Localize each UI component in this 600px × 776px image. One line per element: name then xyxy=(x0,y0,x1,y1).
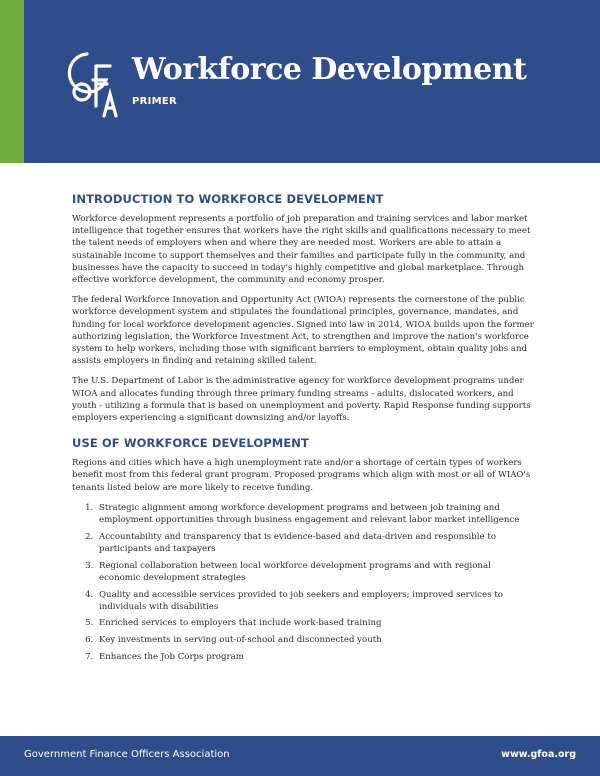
accent-stripe xyxy=(0,0,24,163)
list-item: 5. Enriched services to employers that include work-based training xyxy=(96,617,534,629)
page-title: Workforce Development xyxy=(132,52,527,87)
list-item: 3. Regional collaboration between local workforce development programs and with regional economic development strategies xyxy=(96,560,534,584)
footer-organization: Government Finance Officers Association xyxy=(24,749,230,760)
list-item: 2. Accountability and transparency that is evidence-based and data-driven and responsible to participants and taxpayers xyxy=(96,531,534,555)
list-item: 1. Strategic alignment among workforce development programs and between job training and employment opportunities through business engagement and relevant labor market intelligence xyxy=(96,502,534,526)
footer-bar xyxy=(0,736,600,776)
paragraph: The federal Workforce Innovation and Opportunity Act (WIOA) represents the cornerstone of the public workforce development system and stipulates the foundational principles, governance, mandates, and funding for local workforce development agencies. Signed into law in 2014, WIOA builds upon the former authorizing legislation, the Workforce Investment Act, to strengthen and improve the nation's workforce system to help workers, including those with significant barriers to employment, obtain quality jobs and assists employers in finding and retaining skilled talent. xyxy=(72,295,534,367)
list-item: 7. Enhances the Job Corps program xyxy=(96,651,534,663)
paragraph: Workforce development represents a portfolio of job preparation and training services and labor market intelligence that together ensures that workers have the right skills and qualifications necessary to meet the talent needs of employers when and where they are needed most. Workers are able to attain a sustainable income to support themselves and their families and participate fully in the community, and businesses have the capacity to succeed in today's highly competitive and global marketplace. Through effective workforce development, the community and economy prosper. xyxy=(72,214,531,286)
paragraph: The U.S. Department of Labor is the administrative agency for workforce development programs under WIOA and allocates funding through three primary funding streams - adults, dislocated workers, and youth - utilizing a formula that is based on unemployment and poverty. Rapid Response funding supports employers experiencing a significant downsizing and/or layoffs. xyxy=(72,376,531,424)
footer-website-link[interactable]: www.gfoa.org xyxy=(501,749,576,760)
tenets-list xyxy=(72,502,534,663)
gfoa-logo-icon xyxy=(60,44,120,120)
section-heading-use: USE OF WORKFORCE DEVELOPMENT xyxy=(72,436,309,451)
section-heading-introduction: INTRODUCTION TO WORKFORCE DEVELOPMENT xyxy=(72,192,384,206)
header-banner xyxy=(24,0,600,163)
main-content xyxy=(72,192,534,668)
page-subtitle: PRIMER xyxy=(132,96,178,107)
list-item: 6. Key investments in serving out-of-school and disconnected youth xyxy=(96,634,534,646)
list-item: 4. Quality and accessible services provided to job seekers and employers; improved services to individuals with disabilities xyxy=(96,589,534,613)
paragraph: Regions and cities which have a high unemployment rate and/or a shortage of certain types of workers benefit most from this federal grant program. Proposed programs which align with most or all of WIAO's tenants listed below are more likely to receive funding. xyxy=(72,458,531,493)
